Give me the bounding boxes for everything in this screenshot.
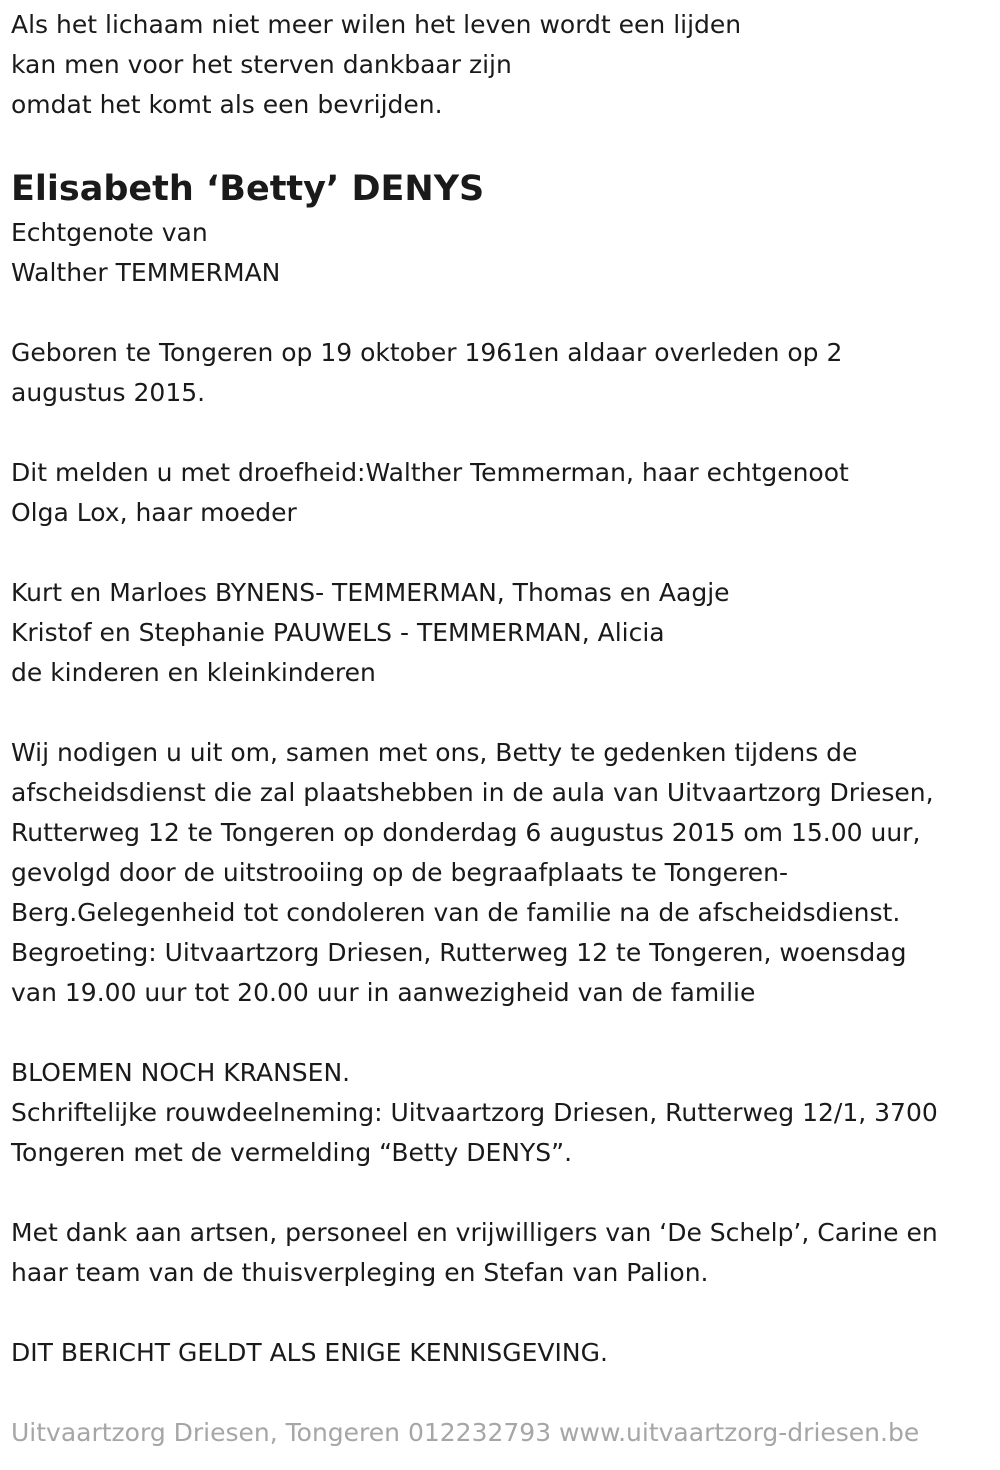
paragraph-line: BLOEMEN NOCH KRANSEN. — [11, 1058, 351, 1087]
birth-death-paragraph — [11, 333, 996, 413]
paragraph-line: Met dank aan artsen, personeel en vrijwilligers van ‘De Schelp’, Carine en — [11, 1218, 938, 1247]
paragraph-line: de kinderen en kleinkinderen — [11, 658, 376, 687]
announcers-paragraph — [11, 453, 996, 533]
paragraph-line: Rutterweg 12 te Tongeren op donderdag 6 augustus 2015 om 15.00 uur, — [11, 818, 921, 847]
poem-line: Als het lichaam niet meer wilen het leven wordt een lijden — [11, 10, 742, 39]
poem — [11, 5, 996, 125]
paragraph-line: Tongeren met de vermelding “Betty DENYS”. — [11, 1138, 573, 1167]
paragraph-line: Begroeting: Uitvaartzorg Driesen, Rutterweg 12 te Tongeren, woensdag — [11, 938, 907, 967]
spouse-name: Walther TEMMERMAN — [11, 258, 281, 287]
deceased-block — [11, 167, 996, 293]
paragraph-line: Schriftelijke rouwdeelneming: Uitvaartzorg Driesen, Rutterweg 12/1, 3700 — [11, 1098, 938, 1127]
flowers-paragraph — [11, 1053, 996, 1173]
thanks-paragraph — [11, 1213, 996, 1293]
paragraph-line: Kristof en Stephanie PAUWELS - TEMMERMAN, Alicia — [11, 618, 665, 647]
deceased-name: Elisabeth ‘Betty’ DENYS — [11, 169, 485, 209]
paragraph-line: Wij nodigen u uit om, samen met ons, Betty te gedenken tijdens de — [11, 738, 858, 767]
death-notice — [11, 5, 996, 1373]
spouse-intro: Echtgenote van — [11, 218, 208, 247]
paragraph-line: Berg.Gelegenheid tot condoleren van de familie na de afscheidsdienst. — [11, 898, 901, 927]
paragraph-line: afscheidsdienst die zal plaatshebben in de aula van Uitvaartzorg Driesen, — [11, 778, 934, 807]
paragraph-line: van 19.00 uur tot 20.00 uur in aanwezigheid van de familie — [11, 978, 756, 1007]
paragraph-line: Dit melden u met droefheid:Walther Temmerman, haar echtgenoot — [11, 458, 849, 487]
paragraph-line: augustus 2015. — [11, 378, 206, 407]
poem-line: kan men voor het sterven dankbaar zijn — [11, 50, 512, 79]
funeral-home-footer: Uitvaartzorg Driesen, Tongeren 012232793 www.uitvaartzorg-driesen.be — [11, 1418, 920, 1447]
paragraph-line: haar team van de thuisverpleging en Stefan van Palion. — [11, 1258, 709, 1287]
paragraph-line: Geboren te Tongeren op 19 oktober 1961en aldaar overleden op 2 — [11, 338, 843, 367]
paragraph-line: Olga Lox, haar moeder — [11, 498, 297, 527]
children-paragraph — [11, 573, 996, 693]
invitation-paragraph — [11, 733, 996, 1013]
paragraph-line: gevolgd door de uitstrooiing op de begraafplaats te Tongeren- — [11, 858, 789, 887]
paragraph-line: Kurt en Marloes BYNENS- TEMMERMAN, Thomas en Aagje — [11, 578, 730, 607]
closing-statement: DIT BERICHT GELDT ALS ENIGE KENNISGEVING. — [11, 1338, 608, 1367]
poem-line: omdat het komt als een bevrijden. — [11, 90, 443, 119]
